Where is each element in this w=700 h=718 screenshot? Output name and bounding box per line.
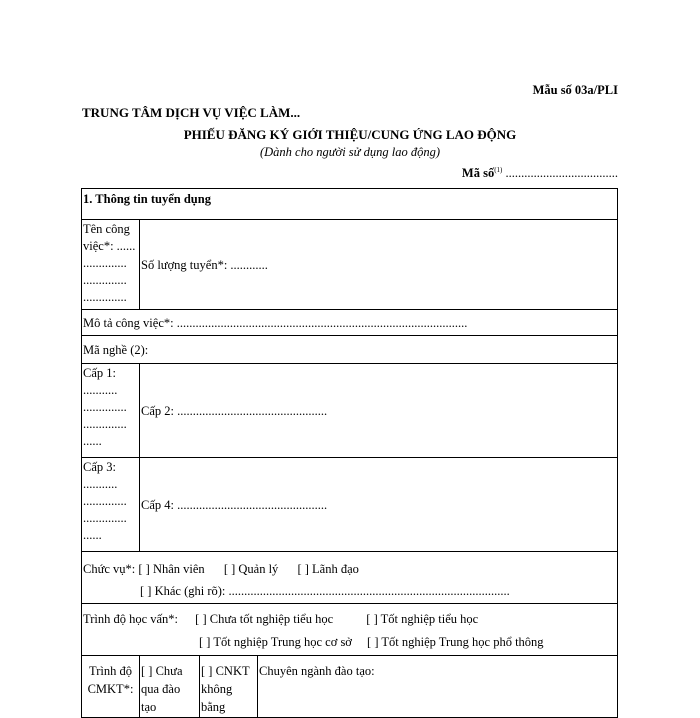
level4-field[interactable]: Cấp 4: ................................................ bbox=[140, 458, 618, 552]
position-manager-checkbox[interactable]: [ ] Quản lý bbox=[223, 562, 279, 576]
position-other-checkbox[interactable]: [ ] Khác (ghi rõ): .......................................................................................... bbox=[140, 584, 510, 598]
level3-field[interactable]: Cấp 3: ........... .............. .............. ...... bbox=[82, 458, 140, 552]
skill-opt-untrained[interactable]: [ ] Chưa qua đào tạo bbox=[140, 656, 200, 718]
job-description-field[interactable]: Mô tả công việc*: ............................................................................................. bbox=[82, 310, 618, 336]
job-name-field[interactable]: Tên công việc*: ...... .............. .............. .............. bbox=[82, 220, 140, 310]
level1-field[interactable]: Cấp 1: ........... .............. .............. ...... bbox=[82, 364, 140, 458]
education-line-1 bbox=[83, 608, 616, 631]
position-line bbox=[83, 558, 616, 580]
position-label: Chức vụ*: bbox=[83, 562, 136, 576]
code-label: Mã số bbox=[461, 166, 495, 181]
code-line bbox=[462, 166, 618, 181]
position-leader-checkbox[interactable]: [ ] Lãnh đạo bbox=[297, 562, 359, 576]
center-name: TRUNG TÂM DỊCH VỤ VIỆC LÀM... bbox=[82, 105, 301, 120]
education-opt-upper-secondary[interactable]: [ ] Tốt nghiệp Trung học phổ thông bbox=[367, 635, 544, 649]
section-heading: 1. Thông tin tuyển dụng bbox=[82, 189, 618, 220]
form-code: Mẫu số 03a/PLI bbox=[532, 83, 618, 97]
major-field[interactable]: Chuyên ngành đào tạo: bbox=[258, 656, 618, 718]
education-opt-primary[interactable]: [ ] Tốt nghiệp tiểu học bbox=[366, 612, 479, 626]
skill-level-label: Trình độ CMKT*: bbox=[82, 656, 140, 718]
education-cell bbox=[82, 604, 618, 656]
occupation-code-label: Mã nghề (2): bbox=[82, 336, 618, 364]
recruitment-form-table bbox=[81, 188, 618, 718]
level2-field[interactable]: Cấp 2: ................................................ bbox=[140, 364, 618, 458]
education-label: Trình độ học vấn*: bbox=[83, 612, 179, 626]
education-opt-primary-incomplete[interactable]: [ ] Chưa tốt nghiệp tiểu học bbox=[195, 612, 334, 626]
form-title: PHIẾU ĐĂNG KÝ GIỚI THIỆU/CUNG ỨNG LAO ĐỘNG bbox=[183, 127, 517, 142]
quantity-field[interactable]: Số lượng tuyển*: ............ bbox=[140, 220, 618, 310]
education-line-2 bbox=[83, 631, 616, 654]
education-opt-lower-secondary[interactable]: [ ] Tốt nghiệp Trung học cơ sở bbox=[199, 635, 352, 649]
code-footnote: (1) bbox=[494, 166, 503, 174]
skill-opt-worker-no-degree[interactable]: [ ] CNKT không bằng bbox=[200, 656, 258, 718]
position-cell bbox=[82, 552, 618, 604]
position-staff-checkbox[interactable]: [ ] Nhân viên bbox=[138, 562, 205, 576]
form-subtitle: (Dành cho người sử dụng lao động) bbox=[259, 145, 441, 159]
code-field[interactable]: .................................... bbox=[502, 166, 618, 181]
